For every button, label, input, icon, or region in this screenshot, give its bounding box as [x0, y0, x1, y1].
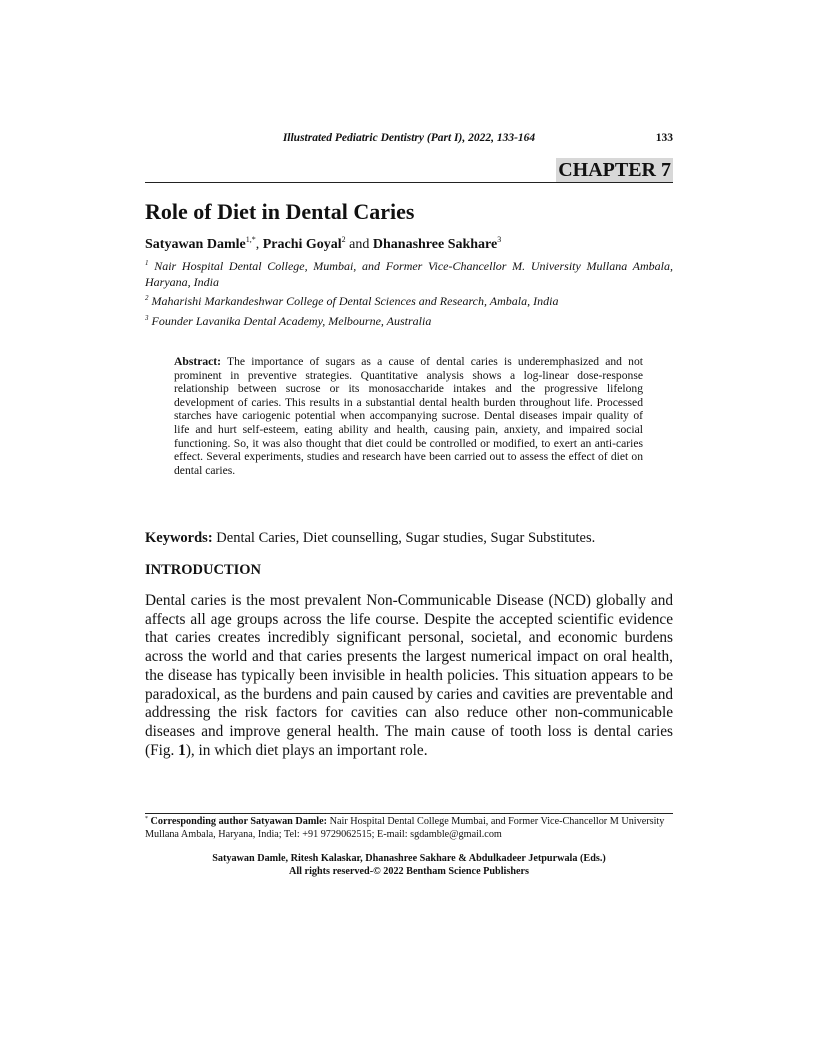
editors-line: Satyawan Damle, Ritesh Kalaskar, Dhanashree Sakhare & Abdulkadeer Jetpurwala (Eds.) [212, 853, 606, 864]
running-header [145, 132, 673, 150]
footnote-label: Corresponding author Satyawan Damle: [150, 816, 328, 827]
footnote-text: Nair Hospital Dental College Mumbai, and Former Vice-Chancellor M University Mullana Ambala, Haryana, India; Tel: +91 9729062515; E-mail: sgdamble@gmail.com [145, 816, 665, 840]
header-rule [145, 182, 673, 183]
chapter-title: Role of Diet in Dental Caries [145, 199, 415, 224]
affiliation [145, 294, 673, 310]
copyright-line: All rights reserved-© 2022 Bentham Science Publishers [288, 866, 530, 877]
affiliation [145, 314, 673, 330]
affiliation-text: Nair Hospital Dental College, Mumbai, and Former Vice-Chancellor M. University Mullana Ambala, Haryana, India [145, 259, 674, 289]
abstract-label: Abstract: [174, 355, 222, 368]
affiliation-text: Founder Lavanika Dental Academy, Melbourne, Australia [151, 313, 432, 328]
footnote-marker: * [145, 816, 148, 822]
affiliation [145, 259, 673, 290]
corresponding-author-footnote [145, 816, 673, 841]
chapter-label: CHAPTER 7 [558, 159, 671, 181]
keywords [145, 529, 673, 547]
affiliation-marker: 2 [145, 294, 149, 302]
author-name: Satyawan Damle [145, 237, 246, 252]
keywords-text: Dental Caries, Diet counselling, Sugar studies, Sugar Substitutes. [216, 530, 596, 546]
author-name: Dhanashree Sakhare [372, 237, 498, 252]
footnote-rule [145, 813, 673, 814]
intro-text: Dental caries is the most prevalent Non-Communicable Disease (NCD) globally and affects all age groups across the life course. Despite the accepted scientific evidence that caries creates incredibly significant personal, societal, and economic burdens across the world and that caries presents the largest numerical impact on oral health, the disease has typically been invisible in health policies. This situation appears to be paradoxical, as the burdens and pain caused by caries and cavities are preventable and addressing the risk factors for cavities can also reduce other non-communicable diseases and improve general health. The main cause of tooth loss is dental caries (Fig. [145, 592, 673, 759]
author-affil-marker: 1,* [245, 235, 256, 244]
affiliation-text: Maharishi Markandeshwar College of Dental Sciences and Research, Ambala, India [151, 294, 559, 308]
affiliations [145, 259, 673, 333]
editors-credit [145, 852, 673, 878]
author-name: Prachi Goyal [262, 237, 342, 252]
abstract-text: The importance of sugars as a cause of dental caries is underemphasized and not prominent in preventive strategies. Quantitative analysis shows a log-linear dose-response relationship between sucrose or its monosaccharide intakes and the progressive lifelong development of caries. This results in a substantial dental health burden throughout life. Processed starches have cariogenic potential when accompanying sucrose. Dental diseases impair quality of life and hurt self-esteem, eating ability and health, causing pain, anxiety, and impaired social functioning. So, it was also thought that diet could be controlled or modified, to exert an anti-caries effect. Several experiments, studies and research have been carried out to assess the effect of diet on dental caries. [174, 355, 643, 477]
abstract [174, 355, 643, 477]
journal-citation: Illustrated Pediatric Dentistry (Part I), 2022, 133-164 [282, 132, 536, 144]
author-affil-marker: 2 [341, 235, 346, 244]
author-separator: and [345, 237, 373, 252]
section-heading-introduction: INTRODUCTION [145, 562, 262, 578]
keywords-label: Keywords: [145, 530, 213, 546]
affiliation-marker: 1 [145, 259, 149, 267]
intro-text-end: ), in which diet plays an important role. [185, 741, 428, 759]
figure-reference[interactable]: 1 [178, 741, 186, 759]
author-affil-marker: 3 [497, 235, 502, 244]
introduction-paragraph [145, 592, 673, 760]
affiliation-marker: 3 [145, 313, 149, 322]
author-list [145, 236, 673, 254]
page-number: 133 [655, 132, 673, 144]
author-separator: , [255, 237, 263, 252]
